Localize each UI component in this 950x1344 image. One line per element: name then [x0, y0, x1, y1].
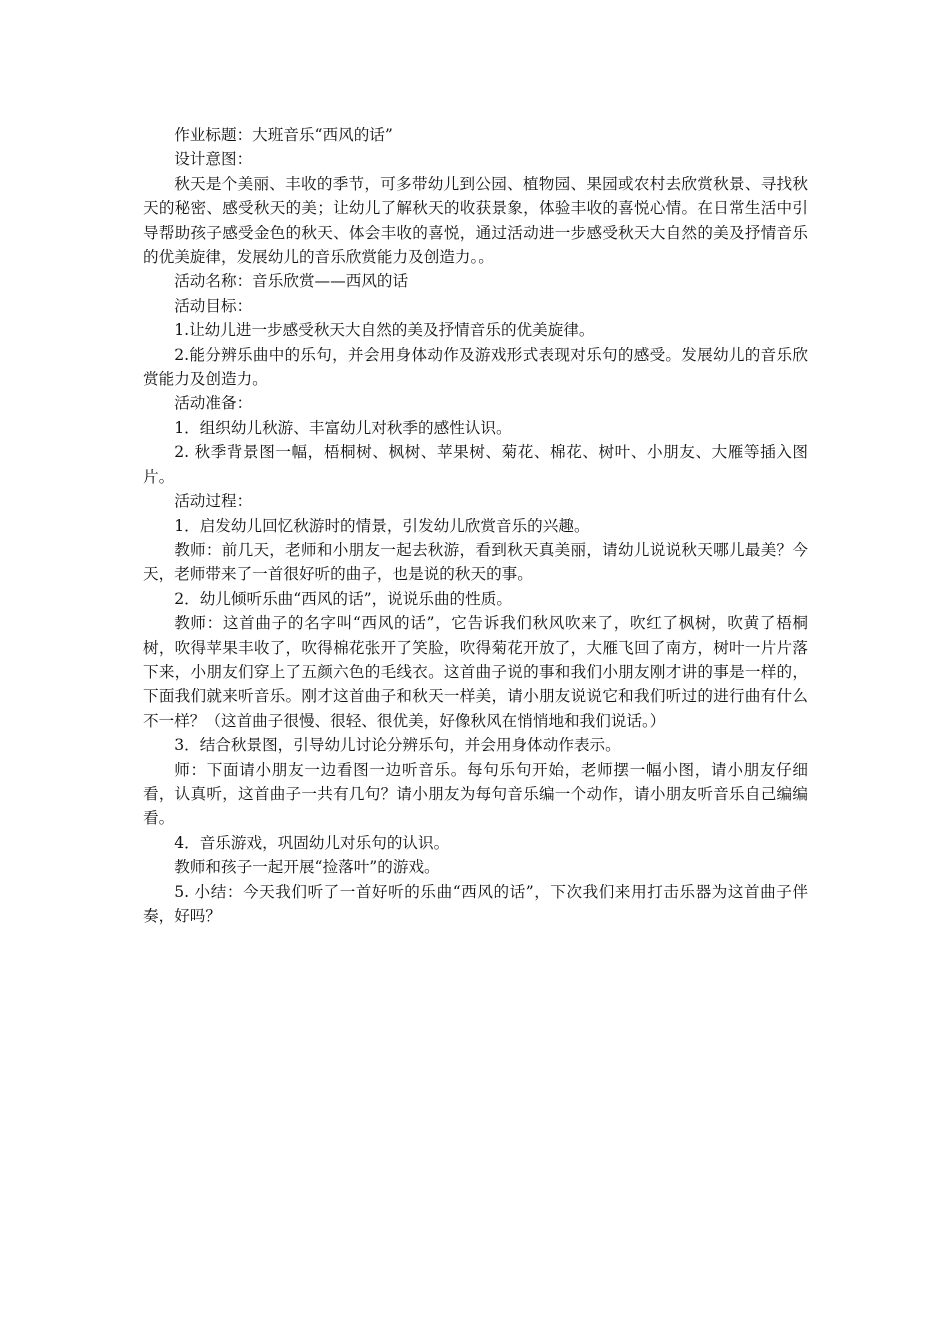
activity-name: 活动名称：音乐欣赏——西风的话 — [174, 272, 409, 291]
process-step-1-teacher: 教师：前几天，老师和小朋友一起去秋游，看到秋天真美丽，请幼儿说说秋天哪儿最美？今天，老师带来了一首很好听的曲子，也是说的秋天的事。 — [143, 540, 808, 584]
section-heading-goals: 活动目标： — [174, 296, 253, 315]
process-step-3: 3．结合秋景图，引导幼儿讨论分辨乐句，并会用身体动作表示。 — [174, 736, 621, 755]
process-step-5-summary: 5. 小结：今天我们听了一首好听的乐曲“西风的话”，下次我们来用打击乐器为这首曲子伴奏，好吗？ — [143, 882, 808, 925]
process-step-2-teacher: 教师：这首曲子的名字叫“西风的话”，它告诉我们秋风吹来了，吹红了枫树，吹黄了梧桐树，吹得苹果丰收了，吹得棉花张开了笑脸，吹得菊花开放了，大雁飞回了南方，树叶一片片落下来，小朋友们穿上了五颜六色的毛线衣。这首曲子说的事和我们小朋友刚才讲的事是一样的，下面我们就来听音乐。刚才这首曲子和秋天一样美，请小朋友说说它和我们听过的进行曲有什么不一样？（这首曲子很慢、很轻、很优美，好像秋风在悄悄地和我们说话。） — [143, 614, 808, 730]
process-step-4: 4．音乐游戏，巩固幼儿对乐句的认识。 — [174, 833, 450, 852]
preparation-item-2: 2. 秋季背景图一幅，梧桐树、枫树、苹果树、菊花、棉花、树叶、小朋友、大雁等插入图片。 — [143, 443, 808, 486]
process-step-4-detail: 教师和孩子一起开展“捡落叶”的游戏。 — [174, 858, 440, 877]
goal-item-2: 2.能分辨乐曲中的乐句，并会用身体动作及游戏形式表现对乐句的感受。发展幼儿的音乐欣赏能力及创造力。 — [143, 345, 808, 389]
document-body — [143, 123, 808, 928]
process-step-3-teacher: 师：下面请小朋友一边看图一边听音乐。每句乐句开始，老师摆一幅小图，请小朋友仔细看，认真听，这首曲子一共有几句？请小朋友为每句音乐编一个动作，请小朋友听音乐自己编编看。 — [143, 760, 808, 828]
preparation-item-1: 1．组织幼儿秋游、丰富幼儿对秋季的感性认识。 — [174, 418, 512, 437]
goal-item-1: 1.让幼儿进一步感受秋天大自然的美及抒情音乐的优美旋律。 — [174, 321, 595, 340]
section-heading-process: 活动过程： — [174, 492, 253, 511]
process-step-1: 1．启发幼儿回忆秋游时的情景，引发幼儿欣赏音乐的兴趣。 — [174, 516, 590, 535]
process-step-2: 2．幼儿倾听乐曲“西风的话”，说说乐曲的性质。 — [174, 589, 512, 608]
design-intent-paragraph: 秋天是个美丽、丰收的季节，可多带幼儿到公园、植物园、果园或农村去欣赏秋景、寻找秋天的秘密、感受秋天的美；让幼儿了解秋天的收获景象，体验丰收的喜悦心情。在日常生活中引导帮助孩子感受金色的秋天、体会丰收的喜悦，通过活动进一步感受秋天大自然的美及抒情音乐的优美旋律，发展幼儿的音乐欣赏能力及创造力。。 — [143, 174, 808, 267]
section-heading-preparation: 活动准备： — [174, 394, 253, 413]
assignment-title: 作业标题：大班音乐“西风的话” — [174, 126, 393, 144]
section-heading-design-intent: 设计意图： — [174, 150, 253, 169]
